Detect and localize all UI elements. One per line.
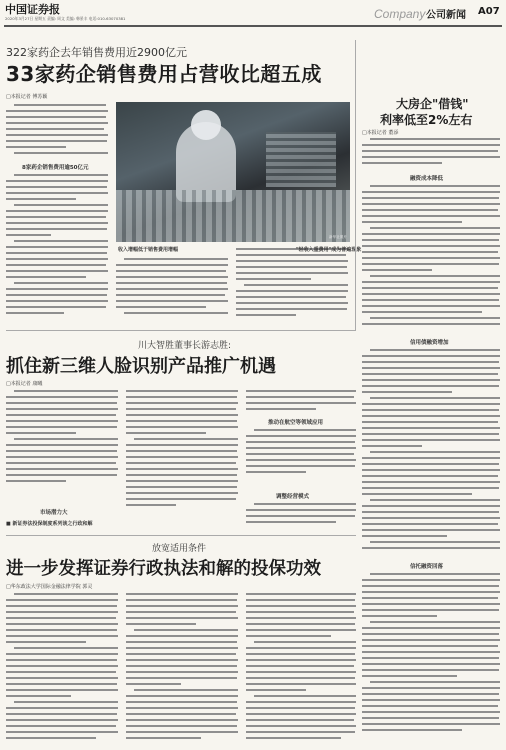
story1-kicker: 322家药企去年销售费用近2900亿元 [6,46,187,59]
story1-column1-text-b [6,172,110,322]
story1-byline: □本报记者 傅苏颖 [6,94,48,100]
story3-subhead-2: 调整经营模式 [276,494,310,500]
section-chinese: 公司新闻 [426,10,466,21]
masthead [0,0,506,28]
section-english: Company [374,7,426,21]
story1-column1-text [6,102,110,160]
story1-photo-caption: 收入增幅低于销售费用增幅 [118,247,179,253]
story3-subhead-3: 市场潜力大 [40,510,68,516]
section-divider-1 [6,330,356,331]
story3-byline: □本报记者 康曦 [6,381,43,387]
story2-headline-line1: 大房企"借钱" [396,97,469,111]
photo-credit: 新华社图片 [329,235,347,239]
story2-headline-line2: 利率低至2%左右 [380,113,473,127]
story3-kicker: 川大智胜董事长游志胜: [138,341,232,351]
story3-column1-text [6,388,118,506]
story4-kicker: 放宽适用条件 [152,544,207,554]
story3-column3-text [246,388,356,416]
story4-headline: 进一步发挥证券行政执法和解的投保功效 [6,559,321,579]
story1-column3-text [236,246,348,324]
story4-byline: □华东政法大学国际金融法律学院 郭灵 [6,584,93,590]
dateline: 2020年3月27日 星期五 责编: 周文 美编: 韩景丰 电话:010-63070381 [5,16,126,21]
story2-text-b [362,183,500,333]
page-number: A07 [478,6,500,17]
column-divider [355,40,356,330]
story1-subhead-2-visible: "轻收入重费用"成为普遍现象 [296,247,362,253]
story3-headline: 抓住新三维人脸识别产品推广机遇 [6,356,276,377]
story4-column1-text [6,591,118,747]
story4-column2-text [126,591,238,747]
story2-subhead-3: 信托融资回落 [410,564,444,570]
story2-text-c [362,347,500,557]
story3-column3-text-c [246,501,356,531]
story1-subhead-1: 8家药企销售费用逾50亿元 [22,165,89,171]
story2-text-d [362,571,500,746]
story3-subhead-1: 推动在航空等领域应用 [268,420,324,426]
story1-column2-text [116,256,228,324]
story2-subhead-2: 信用债融资增加 [410,340,449,346]
section-divider-2 [6,535,356,536]
story1-headline: 33家药企销售费用占营收比超五成 [6,62,322,86]
story4-column3-text [246,591,356,747]
story3-column2-text [126,388,238,518]
story2-subhead-1: 融资成本降低 [410,176,444,182]
story2-text-a [362,136,500,170]
newspaper-logo: 中国证券报 [5,3,60,16]
sidebar-note: ■ 新证券法投保制度系列谈之行政和解 [6,521,93,527]
masthead-rule [4,25,502,27]
story3-column3-text-b [246,427,356,489]
story2-byline: □本报记者 董添 [362,130,399,136]
story1-photo [116,102,350,242]
